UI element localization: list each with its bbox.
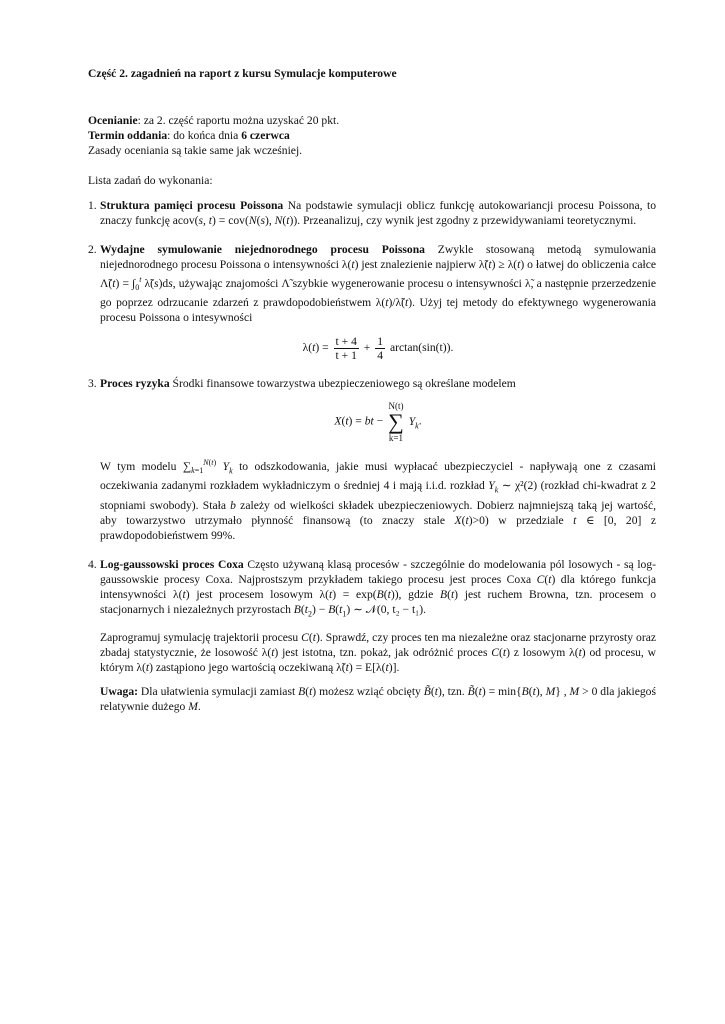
task-body: Struktura pamięci procesu Poissona Na podstawie symulacji oblicz funkcję autokowariancji procesu Poissona, to znaczy funkcję acov(s, t) = cov(N(s), N(t)). Przeanalizuj, czy wynik jest zgodny z przewidywaniami teoretycznymi.: [100, 199, 657, 227]
fraction-denominator: t + 1: [335, 349, 357, 363]
task-text: )). Przeanalizuj, czy wynik jest zgodny z przewidywaniami teoretycznymi.: [289, 214, 637, 227]
task-text: Dla ułatwienia symulacji zamiast: [138, 684, 299, 698]
task-body-2: W tym modelu $\sum_{k=1}^{N(t)}$ $Y_k$ to odszkodowania, jakie musi wypłacać ubezpieczyciel - napływają one z czasami oczekiwania zadanymi rozkładem wykładniczym o średniej 4 i mają i.i.d. rozkład $Y_k$ ∼ χ²(2) (rozkład chi-kwadrat z 2 stopniami swobody). Stała b zależy od wielkości składek ubezpieczeniowych. Dobierz najmniejszą taką jej wartość, aby towarzystwo utrzymało płynność finansową (to znaczy stale X(t)>0) w przedziale t ∈ [0, 20] z prawdopodobieństwem 99%.: [100, 458, 656, 542]
deadline-text: : do końca dnia: [167, 129, 242, 142]
meta-section: [88, 113, 656, 158]
task-text: możesz wziąć obcięty: [316, 684, 424, 698]
fraction-2: [375, 335, 385, 362]
task-text: >0) w przedziale: [472, 513, 574, 527]
task-note: Uwaga: Dla ułatwienia symulacji zamiast B(t) możesz wziąć obcięty B̃(t), tzn. B̃(t) = min{B(t), M} , M > 0 dla jakiegoś relatywnie dużego M.: [100, 684, 656, 713]
task-text: , używając znajomości Λ̃ szybkie wygenerowanie procesu o intensywności λ̃, a następnie przerzedzenie go poprzez odrzucanie zdarzeń z prawdopodobieństwem λ(: [100, 276, 656, 310]
task-body: Wydajne symulowanie niejednorodnego procesu Poissona Zwykle stosowaną metodą symulowania niejednorodnego procesu Poissona o intensywności λ(t) jest znalezienie najpierw λ̃(t) ≥ λ(t) o łatwej do obliczenia całce Λ̃(t) = $\int_0^t$ λ̃(s)ds, używając znajomości Λ̃ szybkie wygenerowanie procesu o intensywności λ̃, a następnie przerzedzenie go poprzez odrzucanie zdarzeń z prawdopodobieństwem λ(t)/λ̃(t). Użyj tej metody do efektywnego wygenerowania procesu Poissona o intesywności: [100, 243, 656, 325]
fraction-numerator: t + 4: [335, 335, 357, 349]
task-title: Proces ryzyka: [100, 377, 170, 391]
task-text: ∼ 𝒩(0, t₂ − t₁).: [350, 602, 426, 616]
task-number: 4.: [88, 557, 97, 571]
fraction-1: [334, 335, 359, 362]
task-title: Log-gaussowski proces Coxa: [100, 557, 244, 571]
deadline-label: Termin oddania: [88, 129, 168, 142]
task-body-2: Zaprogramuj symulację trajektorii procesu C(t). Sprawdź, czy proces ten ma niezależne oraz stacjonarne przyrosty oraz zbadaj statystycznie, że losowość λ(t) jest istotna, tzn. pokaż, jak odróżnić proces C(t) z losowym λ(t) od procesu, w którym λ(t) zastąpiono jego wartością oczekiwaną λ̃(t) = E[λ(t)].: [100, 630, 656, 674]
task-text: .: [197, 699, 201, 713]
sum-lower: k=1: [388, 433, 403, 444]
task-text: Często używaną klasą procesów - szczególnie do modelowania pól losowych - są log-gaussowskie procesy Coxa. Najprostszym przykładem takiego procesu jest proces Coxa: [100, 557, 656, 586]
sum-upper: N(t): [388, 401, 404, 412]
task-list: [88, 198, 656, 714]
task-text: ) o łatwej do obliczenia całce: [520, 258, 656, 271]
note-label: Uwaga:: [100, 684, 138, 698]
task-title: Struktura pamięci procesu Poissona: [100, 199, 284, 212]
task-body: Log-gaussowski proces Coxa Często używaną klasą procesów - szczególnie do modelowania pól losowych - są log-gaussowskie procesy Coxa. Najprostszym przykładem takiego procesu jest proces Coxa C(t) dla którego funkcja intensywności λ(t) jest procesem losowym λ(t) = exp(B(t)), gdzie B(t) jest ruchem Browna, tzn. procesem o stacjonarnych i niezależnych przyrostach $B(t_2) - B(t_1)$ ∼ 𝒩(0, t₂ − t₁).: [100, 557, 657, 618]
task-item-4: [88, 557, 657, 714]
task-text: ) jest istotna, tzn. pokaż, jak odróżnić proces: [274, 645, 492, 659]
task-item-1: [88, 198, 657, 228]
task-item-3: [88, 376, 656, 542]
task-list-intro: Lista zadań do wykonania:: [88, 174, 213, 187]
task-number: 3.: [88, 377, 97, 391]
task-number: 2.: [88, 243, 97, 256]
task-text: Na podstawie symulacji oblicz funkcję autokowariancji procesu Poissona, to znaczy funkcję acov(: [100, 199, 657, 227]
task-text: )].: [388, 660, 400, 674]
page-title: Część 2. zagadnień na raport z kursu Symulacje komputerowe: [88, 67, 397, 80]
task-item-2: [88, 242, 656, 363]
task-text: ) = exp(: [332, 587, 377, 601]
grading-label: Ocenianie: [88, 114, 138, 127]
task-text: W tym modelu: [100, 460, 183, 474]
task-text: to odszkodowania, jakie musi wypłacać ubezpieczyciel - napływają one z czasami oczekiwania zadanymi rozkładem wykładniczym o średniej 4 i mają i.i.d. rozkład: [100, 460, 656, 493]
task-text: } ,: [555, 684, 570, 698]
task-text: ∈ [0, 20] z prawdopodobieństwem 99%.: [100, 513, 656, 542]
intensity-equation: λ(t) = $\frac{t + 4}{t + 1}$ + $\frac{1}{4}$ arctan(sin(t)).: [302, 335, 454, 363]
task-text: )), gdzie: [390, 587, 440, 601]
task-text: ) = cov(: [212, 214, 249, 227]
task-text: ) = E[λ(: [348, 660, 386, 674]
equation-tail: arctan(sin(t)).: [389, 341, 454, 355]
grading-text: : za 2. część raportu można uzyskać 20 pkt.: [137, 114, 340, 127]
task-text: Zwykle stosowaną metodą symulowania niejednorodnego procesu Poissona o intensywności λ(: [100, 243, 656, 271]
task-text: dla którego funkcja intensywności λ(: [100, 572, 657, 601]
deadline-line: [88, 128, 656, 143]
task-text: Środki finansowe towarzystwa ubezpieczeniowego są określane modelem: [169, 377, 516, 391]
task-text: ). Sprawdź, czy proces ten ma niezależne oraz stacjonarne przyrosty oraz zbadaj statystycznie, że losowość λ(: [100, 630, 656, 659]
task-text: > 0 dla jakiegoś relatywnie dużego: [100, 684, 656, 713]
task-text: ) zastąpiono jego wartością oczekiwaną λ̃(: [149, 660, 346, 674]
task-text: ∼ χ²(2) (rozkład chi-kwadrat z 2 stopniami swobody). Stała: [100, 479, 656, 512]
task-text: jest ruchem Browna, tzn. procesem o stacjonarnych i niezależnych przyrostach: [100, 587, 657, 616]
task-text: ) od procesu, w którym λ(: [100, 645, 656, 674]
task-text: ) jest znalezienie najpierw: [354, 258, 479, 271]
task-text: = min{: [485, 684, 522, 698]
sum-symbol: N(t) ∑ k=1: [388, 401, 404, 444]
task-text: zależy od wielkości składek ubezpieczeniowych. Dobierz najmniejszą taką jej wartość, aby towarzystwo utrzymało płynność finansową (to znaczy stale: [100, 498, 656, 527]
fraction-numerator: 1: [377, 335, 384, 349]
rules-line: Zasady oceniania są takie same jak wcześniej.: [88, 144, 303, 157]
task-text: ) jest procesem losowym λ(: [185, 587, 329, 601]
deadline-date: 6 czerwca: [241, 129, 290, 142]
task-number: 1.: [88, 199, 97, 212]
task-text: Zaprogramuj symulację trajektorii procesu: [100, 630, 302, 644]
risk-equation: X(t) = bt − N(t) ∑ k=1 $Y_k$.: [334, 401, 422, 444]
task-title: Wydajne symulowanie niejednorodnego procesu Poissona: [100, 243, 425, 256]
task-text: , tzn.: [441, 684, 468, 698]
grading-line: [88, 113, 656, 128]
document-page: [88, 66, 656, 728]
task-text: ). Użyj tej metody do efektywnego wygenerowania procesu Poissona o intesywności: [100, 296, 656, 325]
task-text: z losowym λ(: [510, 645, 579, 659]
fraction-denominator: 4: [377, 349, 384, 363]
task-body: [100, 376, 656, 391]
